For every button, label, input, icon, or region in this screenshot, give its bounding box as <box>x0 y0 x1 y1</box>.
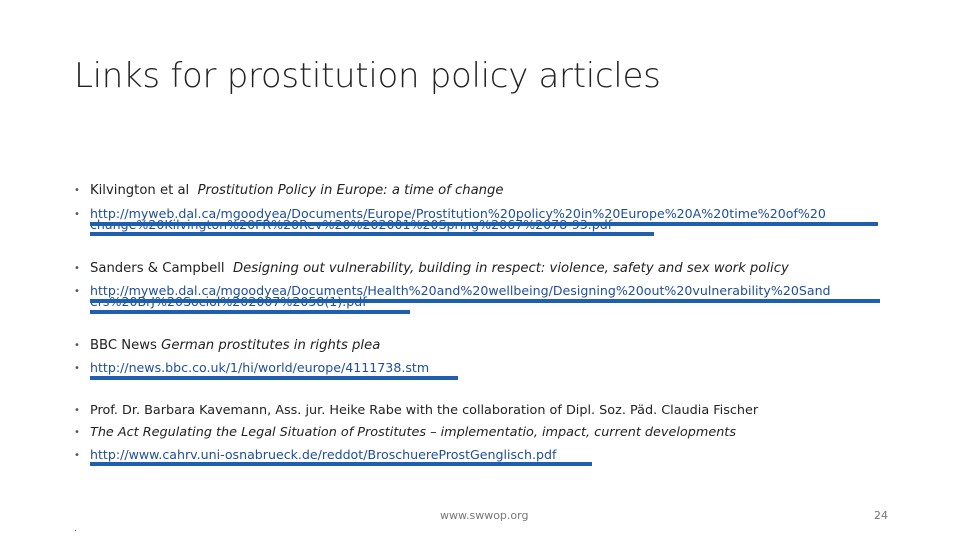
author: BBC News <box>90 338 157 353</box>
link-underline <box>90 222 878 226</box>
list-item <box>74 183 504 199</box>
footer-website: www.swwop.org <box>440 509 529 522</box>
article-link[interactable]: http://myweb.dal.ca/mgoodyea/Documents/Health%20and%20wellbeing/Designing%20out%20vulnerability%20Sand <box>90 283 831 298</box>
authors: Prof. Dr. Barbara Kavemann, Ass. jur. Heike Rabe with the collaboration of Dipl. Soz. Päd. Claudia Fischer <box>90 403 759 418</box>
link-underline <box>90 376 458 380</box>
article-title: Designing out vulnerability, building in respect: violence, safety and sex work policy <box>232 261 789 276</box>
article-title: The Act Regulating the Legal Situation of Prostitutes – implementatio, impact, current developments <box>90 425 736 440</box>
bullet: • <box>74 263 80 274</box>
list-item <box>74 338 380 354</box>
corner-mark: . <box>74 524 77 534</box>
bullet: • <box>74 185 80 196</box>
link-underline <box>90 310 410 314</box>
link-underline <box>90 299 880 303</box>
bullet: • <box>74 427 80 438</box>
link-underline <box>90 462 592 466</box>
list-item <box>74 403 758 419</box>
bullet: • <box>74 340 80 351</box>
article-link[interactable]: http://www.cahrv.uni-osnabrueck.de/reddot/BroschuereProstGenglisch.pdf <box>90 447 557 462</box>
author: Kilvington et al <box>90 183 190 198</box>
bullet: • <box>74 405 80 416</box>
list-item <box>74 425 736 441</box>
bullet: • <box>74 363 80 374</box>
bullet: • <box>74 450 80 461</box>
author: Sanders & Campbell <box>90 261 225 276</box>
list-item[interactable] <box>74 360 429 377</box>
bullet: • <box>74 286 80 297</box>
bullet: • <box>74 209 80 220</box>
article-link[interactable]: http://news.bbc.co.uk/1/hi/world/europe/4111738.stm <box>90 360 430 375</box>
article-link[interactable]: http://myweb.dal.ca/mgoodyea/Documents/Europe/Prostitution%20policy%20in%20Europe%20A%20time%20of%20 <box>90 206 826 221</box>
page-number: 24 <box>874 509 888 522</box>
article-title: Prostitution Policy in Europe: a time of change <box>197 183 504 198</box>
slide-title: Links for prostitution policy articles <box>74 56 661 96</box>
list-item <box>74 261 789 277</box>
article-title: German prostitutes in rights plea <box>161 338 381 353</box>
link-underline <box>90 232 654 236</box>
